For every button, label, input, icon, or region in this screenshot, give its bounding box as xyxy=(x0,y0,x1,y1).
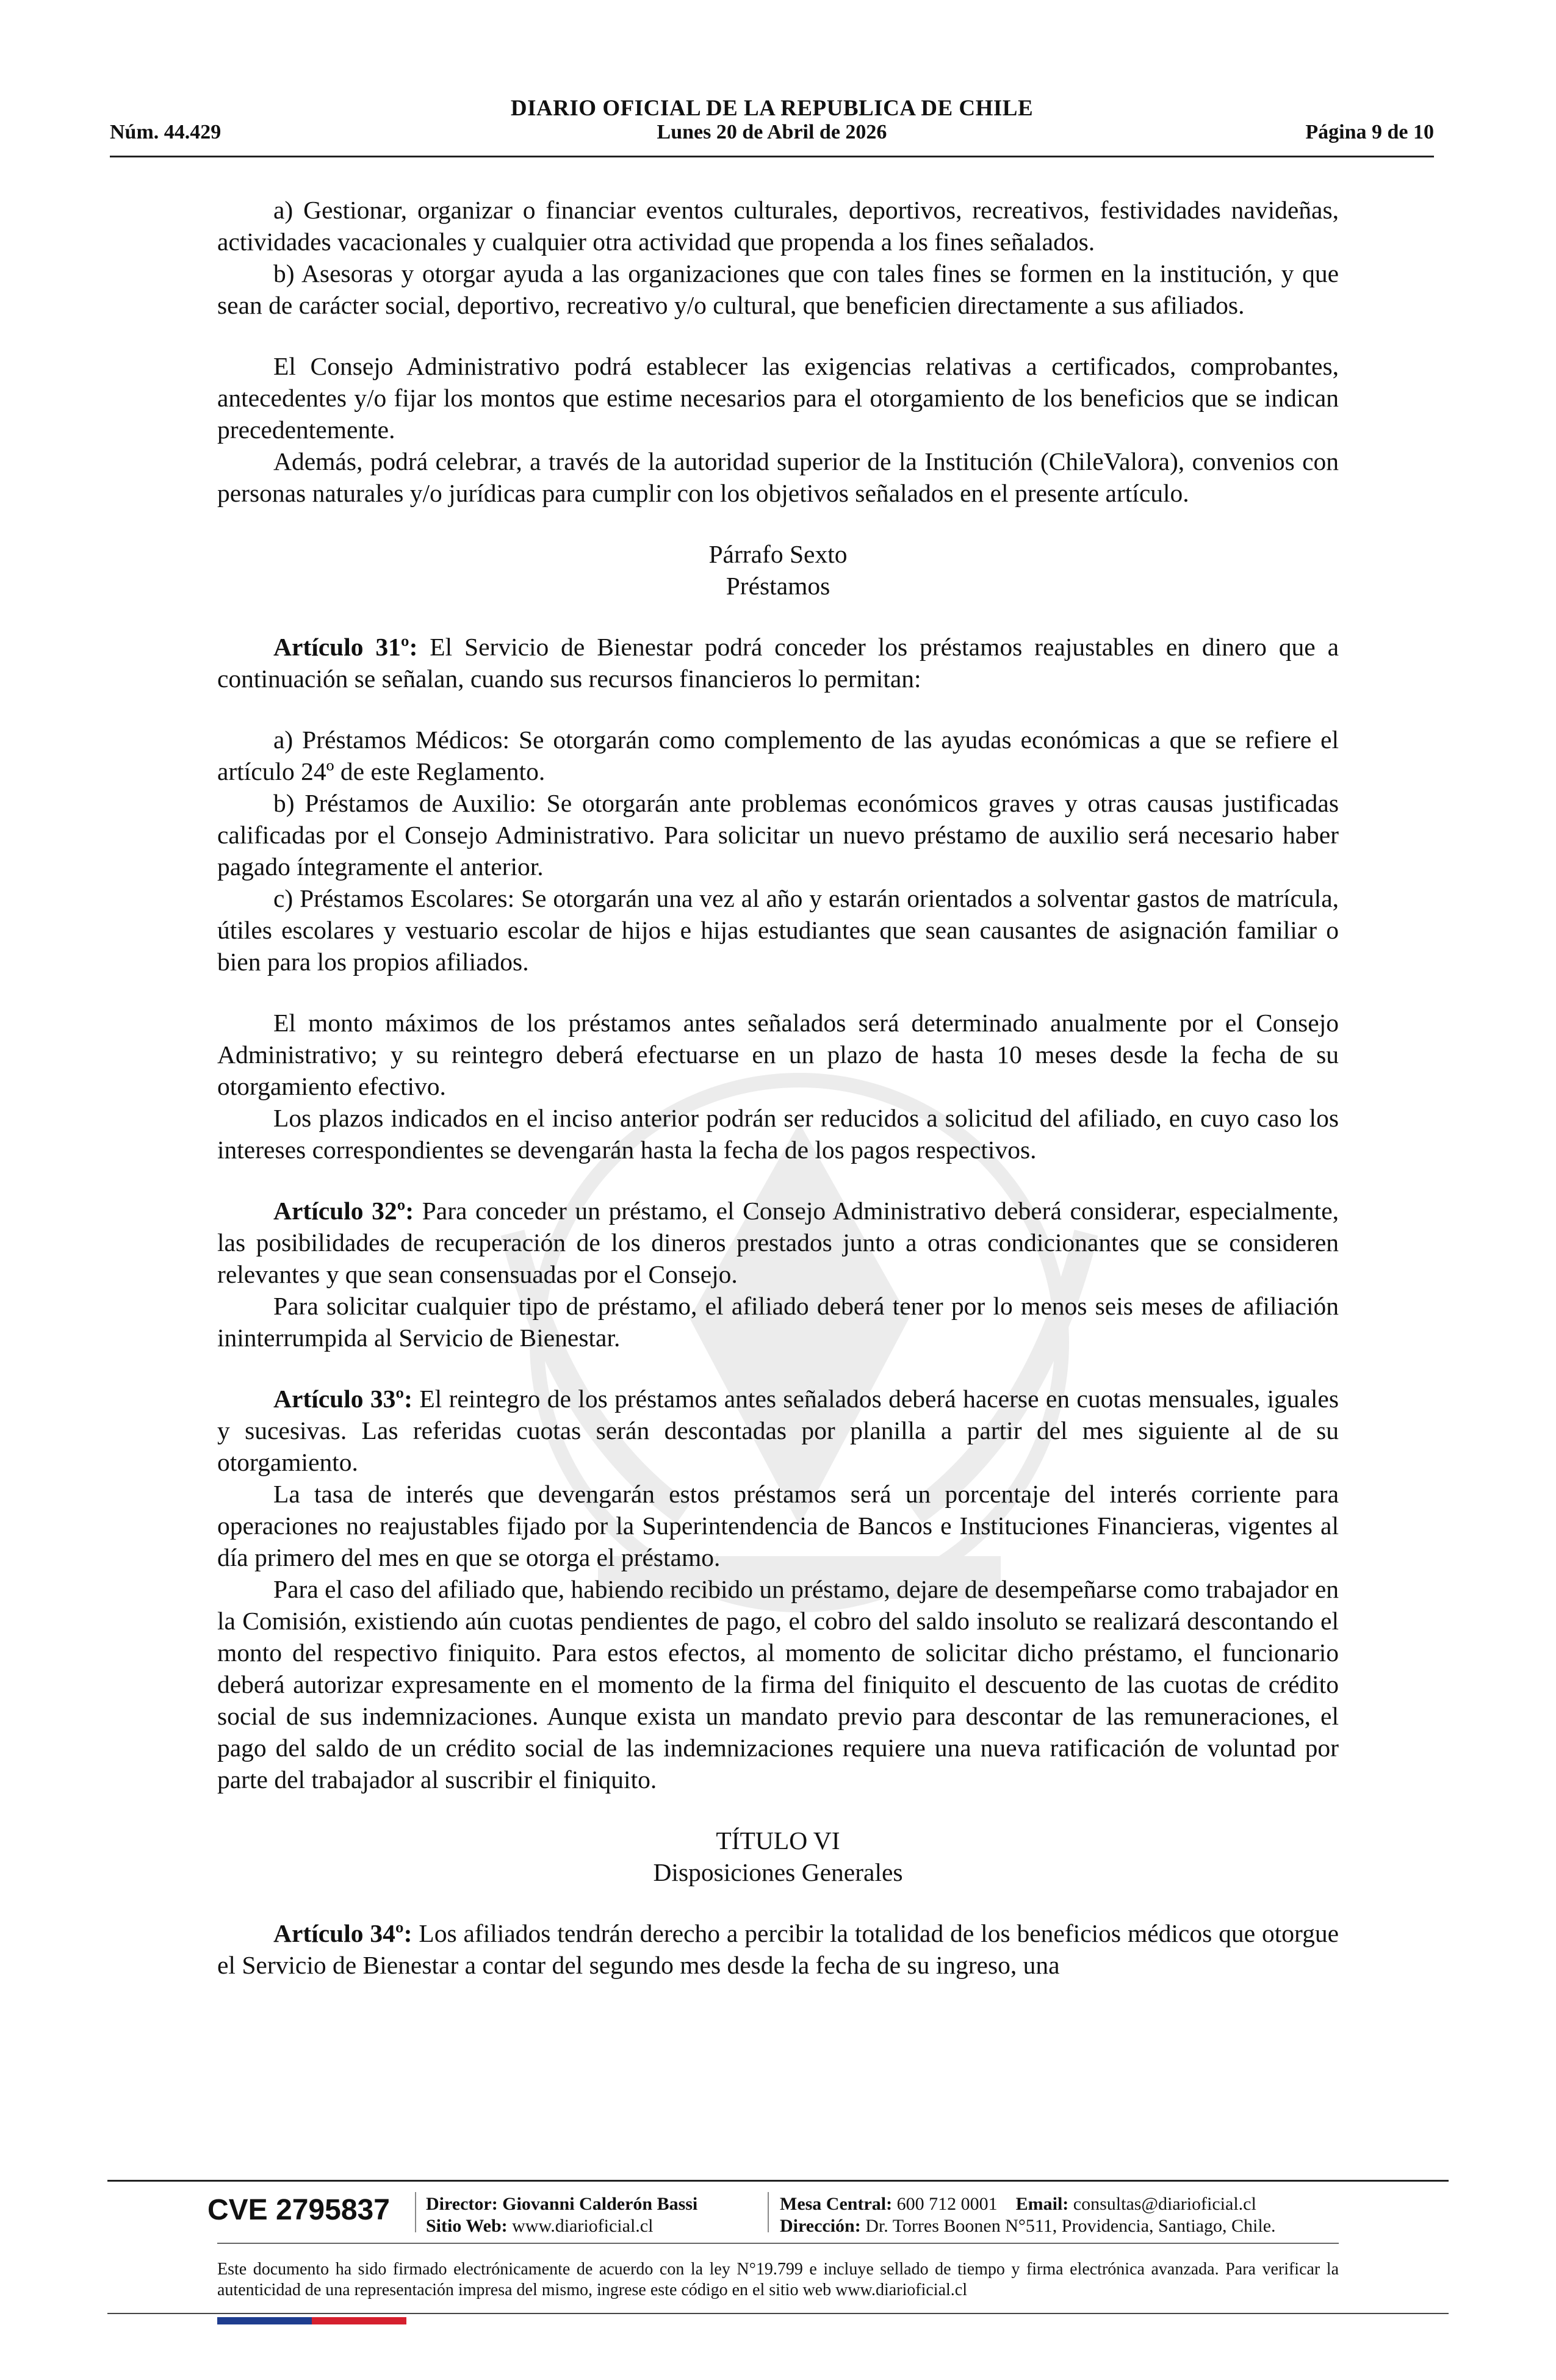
section-title: Párrafo Sexto xyxy=(708,540,848,568)
article-label: Artículo 34º: xyxy=(273,1919,412,1947)
cve-code: CVE 2795837 xyxy=(207,2194,390,2226)
address-value: Dr. Torres Boonen N°511, Providencia, Santiago, Chile. xyxy=(865,2216,1276,2236)
paragraph: Los plazos indicados en el inciso anterior podrán ser reducidos a solicitud del afiliado, en cuyo caso los intereses correspondientes se devengarán hasta la fecha de los pagos respectivos. xyxy=(217,1104,1339,1164)
page-number: Página 9 de 10 xyxy=(1305,121,1434,143)
article-32 xyxy=(217,1195,1339,1290)
paragraph: El Consejo Administrativo podrá establecer las exigencias relativas a certificados, comprobantes, antecedentes y/o fijar los montos que estime necesarios para el otorgamiento de los beneficios que se indican precedentemente. xyxy=(217,352,1339,444)
address-label: Dirección: xyxy=(780,2216,861,2236)
article-text: El reintegro de los préstamos antes señalados deberá hacerse en cuotas mensuales, iguales y sucesivas. Las referidas cuotas serán descontadas por planilla a partir del mes siguiente al de su otorgamiento. xyxy=(217,1385,1339,1476)
article-33 xyxy=(217,1383,1339,1478)
director-label: Director: xyxy=(426,2194,498,2214)
article-text: Para conceder un préstamo, el Consejo Administrativo deberá considerar, especialmente, las posibilidades de recuperación de los dineros prestados junto a otras condicionantes que se consideren relevantes y que sean consensuadas por el Consejo. xyxy=(217,1197,1339,1288)
paragraph: b) Asesoras y otorgar ayuda a las organizaciones que con tales fines se formen en la institución, y que sean de carácter social, deportivo, recreativo y/o cultural, que beneficien directamente a sus afiliados. xyxy=(217,259,1339,319)
authenticity-note: Este documento ha sido firmado electrónicamente de acuerdo con la ley N°19.799 e incluye sellado de tiempo y firma electrónica avanzada. Para verificar la autenticidad de una representación impresa del mismo, ingrese este código en el sitio web www.diarioficial.cl xyxy=(217,2260,1339,2299)
email-label: Email: xyxy=(1015,2194,1069,2214)
flag-stripe xyxy=(217,2317,406,2324)
article-text: Los afiliados tendrán derecho a percibir la totalidad de los beneficios médicos que otorgue el Servicio de Bienestar a contar del segundo mes desde la fecha de su ingreso, una xyxy=(217,1919,1339,1979)
title-vi: TÍTULO VI xyxy=(716,1826,840,1855)
section-subtitle: Préstamos xyxy=(726,572,830,600)
web-label: Sitio Web: xyxy=(426,2216,508,2236)
article-label: Artículo 32º: xyxy=(273,1197,414,1225)
footer-divider xyxy=(107,2180,1449,2182)
article-text: El Servicio de Bienestar podrá conceder los préstamos reajustables en dinero que a continuación se señalan, cuando sus recursos financieros lo permitan: xyxy=(217,633,1339,693)
paragraph: Además, podrá celebrar, a través de la autoridad superior de la Institución (ChileValora), convenios con personas naturales y/o jurídicas para cumplir con los objetivos señalados en el presente artículo. xyxy=(217,447,1339,507)
article-34 xyxy=(217,1917,1339,1981)
footer-director-block xyxy=(426,2193,697,2237)
mesa-label: Mesa Central: xyxy=(780,2194,893,2214)
footer-separator xyxy=(415,2192,416,2232)
paragraph: b) Préstamos de Auxilio: Se otorgarán ante problemas económicos graves y otras causas justificadas calificadas por el Consejo Administrativo. Para solicitar un nuevo préstamo de auxilio será necesario haber pagado íntegramente el anterior. xyxy=(217,789,1339,881)
page-header xyxy=(110,92,1434,159)
director-name: Giovanni Calderón Bassi xyxy=(502,2194,698,2214)
paragraph: Para solicitar cualquier tipo de préstamo, el afiliado deberá tener por lo menos seis meses de afiliación ininterrumpida al Servicio de Bienestar. xyxy=(217,1292,1339,1352)
document-body xyxy=(217,194,1339,1981)
paragraph: La tasa de interés que devengarán estos préstamos será un porcentaje del interés corriente para operaciones no reajustables fijado por la Superintendencia de Bancos e Instituciones Financieras, vigentes al día primero del mes en que se otorga el préstamo. xyxy=(217,1480,1339,1571)
flag-red-segment xyxy=(312,2317,406,2324)
mesa-value: 600 712 0001 xyxy=(896,2194,998,2214)
title-vi-subtitle: Disposiciones Generales xyxy=(653,1858,903,1886)
paragraph: Para el caso del afiliado que, habiendo recibido un préstamo, dejare de desempeñarse como trabajador en la Comisión, existiendo aún cuotas pendientes de pago, el cobro del saldo insoluto se realizará descontando el monto del respectivo finiquito. Para estos efectos, al momento de solicitar dicho préstamo, el funcionario deberá autorizar expresamente en el momento de la firma del finiquito el descuento de las cuotas de crédito social de sus indemnizaciones. Aunque exista un mandato previo para descontar de las remuneraciones, el pago del saldo de un crédito social de las indemnizaciones requiere una nueva ratificación de voluntad por parte del trabajador al suscribir el finiquito. xyxy=(217,1575,1339,1794)
paragraph: a) Gestionar, organizar o financiar eventos culturales, deportivos, recreativos, festividades navideñas, actividades vacacionales y cualquier otra actividad que propenda a los fines señalados. xyxy=(217,196,1339,256)
header-divider xyxy=(110,156,1434,157)
flag-blue-segment xyxy=(217,2317,312,2324)
article-31 xyxy=(217,631,1339,694)
footer-bottom-rule xyxy=(107,2313,1449,2314)
issue-number: Núm. 44.429 xyxy=(110,121,222,143)
paragraph: El monto máximos de los préstamos antes señalados será determinado anualmente por el Consejo Administrativo; y su reintegro deberá efectuarse en un plazo de hasta 10 meses desde la fecha de su otorgamiento efectivo. xyxy=(217,1009,1339,1100)
footer-contact-block xyxy=(780,2193,1276,2237)
email-link[interactable]: consultas@diarioficial.cl xyxy=(1073,2194,1256,2214)
article-label: Artículo 33º: xyxy=(273,1385,412,1413)
footer-separator xyxy=(768,2192,769,2232)
paragraph: a) Préstamos Médicos: Se otorgarán como complemento de las ayudas económicas a que se refiere el artículo 24º de este Reglamento. xyxy=(217,726,1339,785)
footer-inner-divider xyxy=(217,2243,1339,2244)
web-link[interactable]: www.diarioficial.cl xyxy=(512,2216,654,2236)
paragraph: c) Préstamos Escolares: Se otorgarán una vez al año y estarán orientados a solventar gastos de matrícula, útiles escolares y vestuario escolar de hijos e hijas estudiantes que sean causantes de asignación familiar o bien para los propios afiliados. xyxy=(217,884,1339,976)
article-label: Artículo 31º: xyxy=(273,633,418,661)
gazette-title: DIARIO OFICIAL DE LA REPUBLICA DE CHILE xyxy=(510,96,1034,121)
issue-date: Lunes 20 de Abril de 2026 xyxy=(657,121,887,143)
